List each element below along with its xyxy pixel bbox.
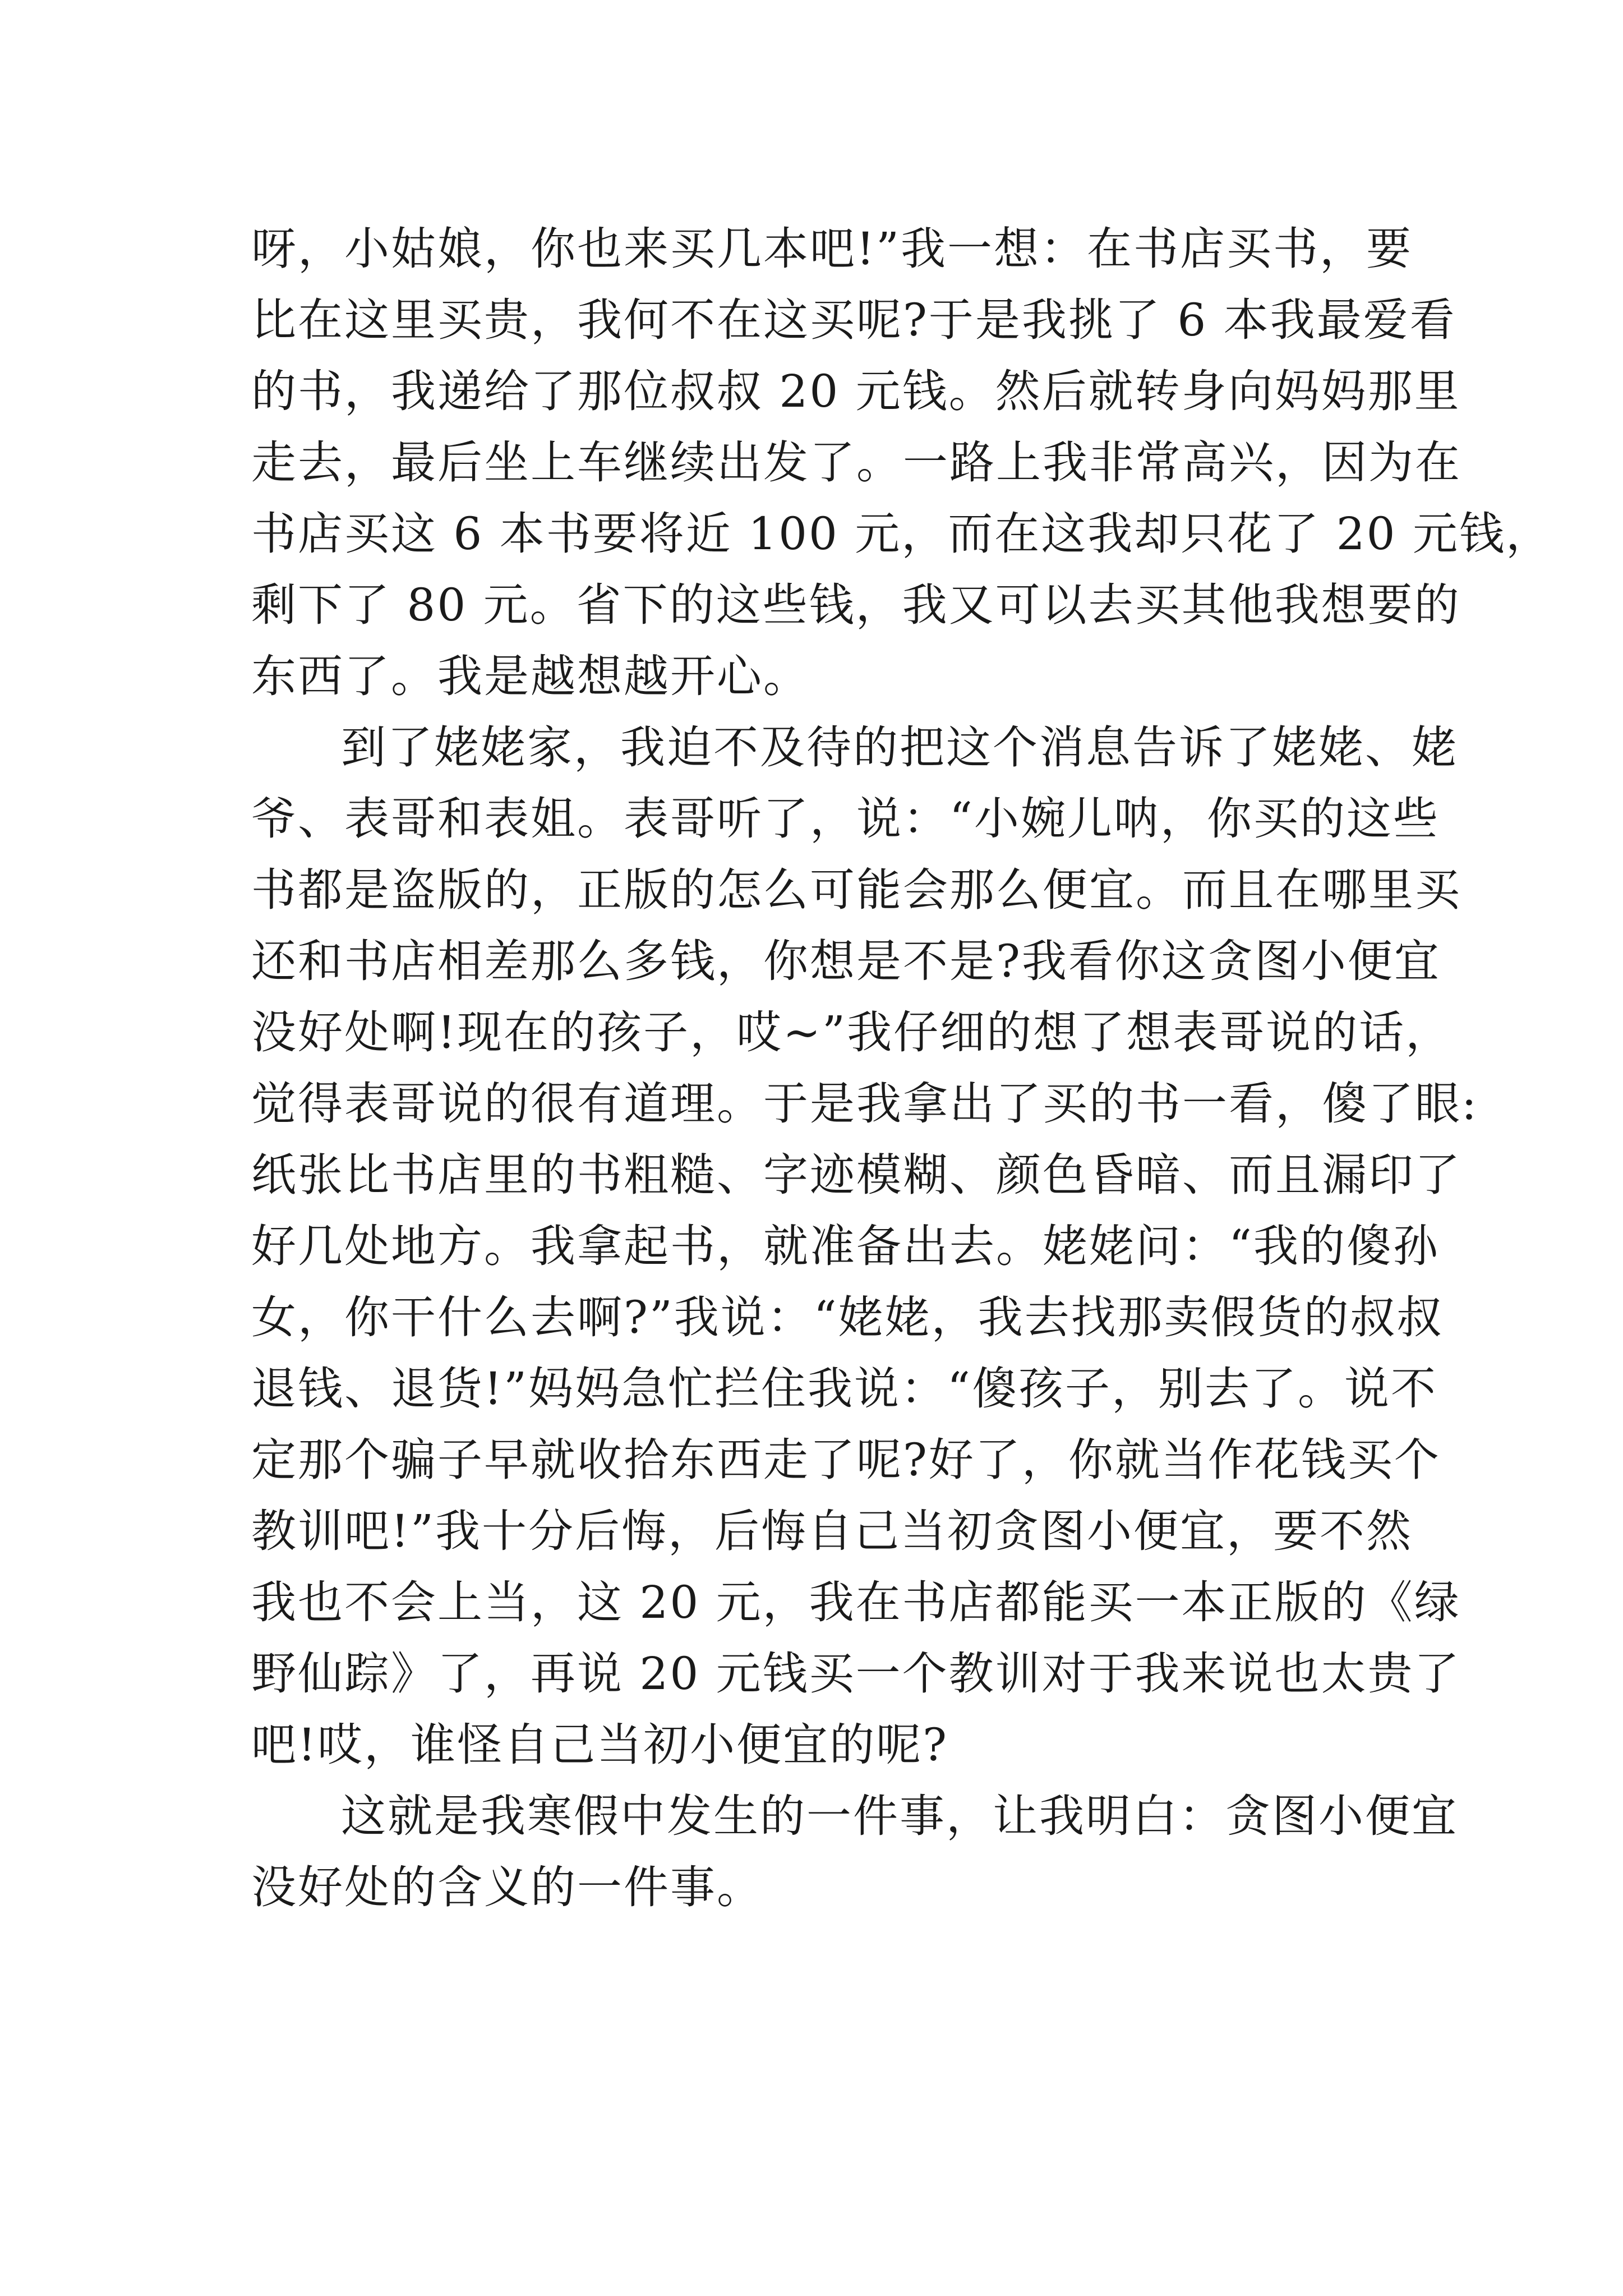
text-line: 退钱、退货!”妈妈急忙拦住我说：“傻孩子，别去了。说不 — [251, 1363, 1437, 1415]
text-line: 东西了。我是越想越开心。 — [251, 650, 810, 702]
text-line: 定那个骗子早就收拾东西走了呢?好了，你就当作花钱买个 — [251, 1434, 1441, 1486]
text-line: 剩下了 80 元。省下的这些钱，我又可以去买其他我想要的 — [251, 579, 1461, 631]
text-line: 书店买这 6 本书要将近 100 元，而在这我却只花了 20 元钱， — [251, 508, 1552, 560]
text-line: 呀，小姑娘，你也来买几本吧!”我一想：在书店买书，要 — [251, 223, 1413, 275]
text-line: 走去，最后坐上车继续出发了。一路上我非常高兴，因为在 — [251, 436, 1461, 489]
paragraph-start-line: 这就是我寒假中发生的一件事，让我明白：贪图小便宜 — [341, 1790, 1458, 1842]
text-line: 觉得表哥说的很有道理。于是我拿出了买的书一看，傻了眼: — [251, 1078, 1478, 1130]
text-line: 没好处啊!现在的孩子，哎~”我仔细的想了想表哥说的话， — [251, 1006, 1453, 1059]
text-line: 吧!哎，谁怪自己当初小便宜的呢? — [251, 1719, 949, 1771]
text-line: 野仙踪》了，再说 20 元钱买一个教训对于我来说也太贵了 — [251, 1648, 1461, 1700]
paragraph-start-line: 到了姥姥家，我迫不及待的把这个消息告诉了姥姥、姥 — [341, 721, 1458, 774]
text-line: 比在这里买贵，我何不在这买呢?于是我挑了 6 本我最爱看 — [251, 294, 1456, 346]
text-line: 我也不会上当，这 20 元，我在书店都能买一本正版的《绿 — [251, 1576, 1461, 1628]
text-line: 的书，我递给了那位叔叔 20 元钱。然后就转身向妈妈那里 — [251, 365, 1461, 417]
text-line: 还和书店相差那么多钱，你想是不是?我看你这贪图小便宜 — [251, 935, 1441, 987]
text-line: 书都是盗版的，正版的怎么可能会那么便宜。而且在哪里买 — [251, 864, 1461, 916]
text-line: 没好处的含义的一件事。 — [251, 1861, 763, 1913]
body-text — [251, 213, 1552, 1923]
text-line: 教训吧!”我十分后悔，后悔自己当初贪图小便宜，要不然 — [251, 1505, 1413, 1557]
text-line: 纸张比书店里的书粗糙、字迹模糊、颜色昏暗、而且漏印了 — [251, 1149, 1461, 1201]
text-line: 女，你干什么去啊?”我说：“姥姥，我去找那卖假货的叔叔 — [251, 1291, 1444, 1343]
text-line: 爷、表哥和表姐。表哥听了，说：“小婉儿呐，你买的这些 — [251, 793, 1440, 845]
text-line: 好几处地方。我拿起书，就准备出去。姥姥问：“我的傻孙 — [251, 1220, 1440, 1272]
